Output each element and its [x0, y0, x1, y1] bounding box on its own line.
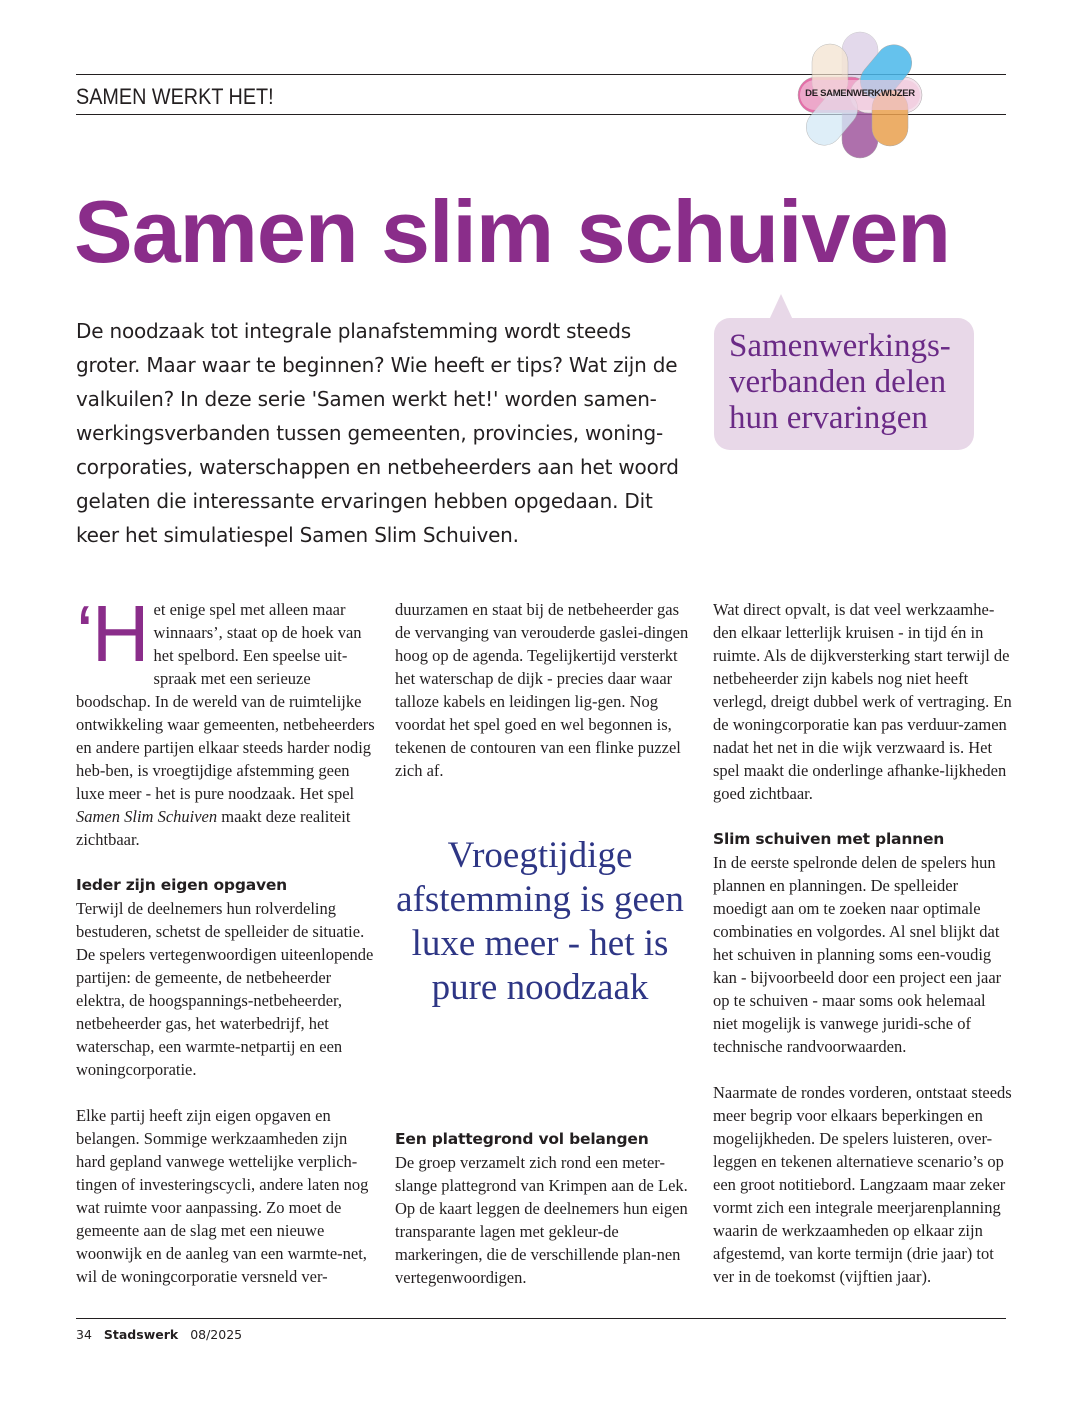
magazine-name: Stadswerk: [103, 1327, 179, 1342]
paragraph: Naarmate de rondes vorderen, ontstaat steeds meer begrip voor elkaars beperkingen en mogelijkheden. De spelers luisteren, over-leggen en tekenen alternatieve scenario’s op een groot notitiebord. Langzaam maar zeker vormt zich een integrale meerjarenplanning waarin de werkzaamheden op elkaar zijn afgestemd, van korte termijn (drie jaar) tot ver in de toekomst (vijftien jaar).: [713, 1083, 1012, 1286]
intro-paragraph: [76, 589, 376, 851]
paragraph: De groep verzamelt zich rond een meter-slange plattegrond van Krimpen aan de Lek. Op de kaart leggen de deelnemers hun eigen transparante lagen met gekleur-de markeringen, die de verschillende plan-nen vertegenwoordigen.: [395, 1153, 688, 1287]
article-column-3: [713, 598, 1013, 1288]
footer-rule: [76, 1318, 1006, 1319]
paragraph: duurzamen en staat bij de netbeheerder gas de vervanging van verouderde gaslei-dingen hoog op de agenda. Tegelijkertijd versterkt het waterschap de dijk - precies daar waar talloze kabels en leidingen lig-gen. Nog voordat het spel goed en wel begonnen is, tekenen de contouren van een flinke puzzel zich af.: [395, 600, 689, 780]
game-name-italic: Samen Slim Schuiven: [76, 807, 218, 826]
paragraph: Terwijl de deelnemers hun rolverdeling bestuderen, schetst de spelleider de situatie. De spelers vertegenwoordigen uiteenlopende partijen: de gemeente, de netbeheerder elektra, de hoogspannings-netbeheerder, netbeheerder gas, het waterbedrijf, het waterschap, een warmte-netpartij en een woningcorporatie.: [76, 899, 374, 1079]
article-column-2: [395, 598, 695, 782]
article-title: Samen slim schuiven: [74, 182, 951, 281]
section-kicker: SAMEN WERKT HET!: [76, 84, 274, 109]
article-lede: De noodzaak tot integrale planafstemming wordt steeds groter. Maar waar te beginnen? Wie heeft er tips? Wat zijn de valkuilen? In deze serie 'Samen werkt het!' worden samen-werkingsverbanden tussen gemeenten, provincies, woning-corporaties, waterschappen en netbeheerders aan het woord gelaten die interessante ervaringen hebben opgedaan. Dit keer het simulatiespel Samen Slim Schuiven.: [76, 319, 679, 547]
speech-bubble-text: Samenwerkings-verbanden delen hun ervaringen: [729, 328, 951, 436]
subheading-ieder-zijn-eigen-opgaven: Ieder zijn eigen opgaven: [76, 876, 288, 894]
page-number: 34: [76, 1327, 92, 1342]
paragraph: Wat direct opvalt, is dat veel werkzaamhe-den elkaar letterlijk kruisen - in tijd én in ruimte. Als de dijkversterking start terwijl de netbeheerder zijn kabels nog niet heeft verlegd, dreigt dubbel werk of vertraging. En de woningcorporatie kan pas verduur-zamen nadat het net in die wijk verzwaard is. Het spel maakt die onderlinge afhanke-lijkheden goed zichtbaar.: [713, 600, 1012, 803]
paragraph: In de eerste spelronde delen de spelers hun plannen en planningen. De spelleider moedigt aan om te zoeken naar optimale combinaties en volgordes. Al snel blijkt dat het schuiven in planning soms een-voudig kan - bijvoorbeeld door een project een jaar op te schuiven - maar soms ook helemaal niet mogelijk is vanwege juridi-sche of technische randvoorwaarden.: [713, 853, 1002, 1056]
logo-text: DE SAMENWERKWIJZER: [805, 88, 915, 99]
intro-text-end: maakt deze realiteit zichtbaar.: [76, 807, 351, 849]
speech-bubble-tail: [769, 294, 793, 320]
pull-quote: Vroegtijdige afstemming is geen luxe meer - het is pure noodzaak: [396, 835, 684, 1008]
article-column-2-bottom: [395, 1128, 695, 1289]
paragraph: Elke partij heeft zijn eigen opgaven en belangen. Sommige werkzaamheden zijn hard gepland vanwege wettelijke verplich-tingen of investeringscycli, andere laten nog wat ruimte voor aanpassing. Zo moet de gemeente aan de slag met een nieuwe woonwijk en de aanleg van een warmte-net, wil de woningcorporatie versneld ver-: [76, 1106, 369, 1286]
issue-number: 08/2025: [190, 1327, 243, 1342]
subheading-een-plattegrond-vol-belangen: Een plattegrond vol belangen: [395, 1130, 649, 1148]
drop-cap: ‘H: [76, 589, 148, 678]
page-footer: [76, 1327, 250, 1342]
subheading-slim-schuiven-met-plannen: Slim schuiven met plannen: [713, 830, 945, 848]
article-column-1: [76, 589, 376, 1288]
intro-text: et enige spel met alleen maar winnaars’, staat op de hoek van het spelbord. Een speelse uit-spraak met een serieuze boodschap. In de wereld van de ruimtelijke ontwikkeling waar gemeenten, netbeheerders en andere partijen elkaar steeds harder nodig heb-ben, is vroegtijdige afstemming geen luxe meer - het is pure noodzaak. Het spel: [76, 600, 375, 803]
